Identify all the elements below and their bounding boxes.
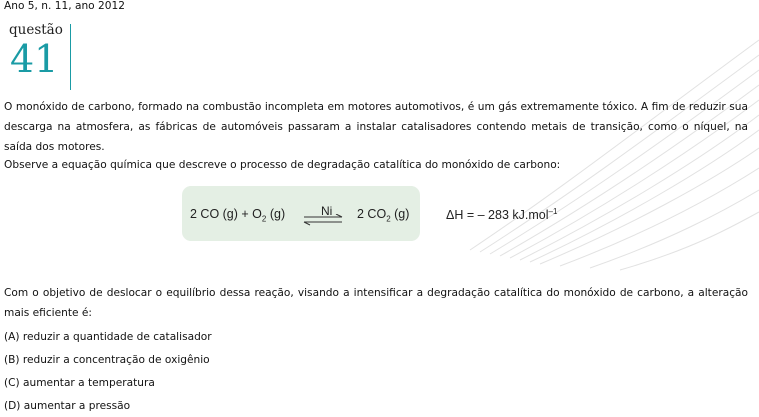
equilibrium-arrows-icon — [302, 214, 344, 226]
question-label: questão — [9, 22, 63, 38]
question-divider — [70, 24, 71, 90]
paragraph-question: Com o objetivo de deslocar o equilíbrio dessa reação, visando a intensificar a degradação catalítica do monóxido de carbono, a alteração mais eficiente é: — [4, 287, 748, 319]
question-number: 41 — [10, 37, 59, 81]
equation-catalyst: Ni — [321, 204, 333, 218]
paragraph-intro: O monóxido de carbono, formado na combustão incompleta em motores automotivos, é um gás extremamente tóxico. A fim de reduzir sua descarga na atmosfera, as fábricas de automóveis passaram a instalar catalisadores contendo metais de transição, como o níquel, na saída dos motores. — [4, 101, 748, 153]
equation-products: 2 $CO_2$ (g) — [357, 207, 410, 224]
option-c[interactable]: (C) aumentar a temperatura — [4, 377, 155, 389]
equation-enthalpy: ΔH = – 283 kJ.mol$^{-1}$ — [446, 207, 558, 223]
option-a[interactable]: (A) reduzir a quantidade de catalisador — [4, 331, 212, 343]
option-b[interactable]: (B) reduzir a concentração de oxigênio — [4, 354, 210, 366]
edition-info: Ano 5, n. 11, ano 2012 — [4, 0, 125, 12]
equation-reactants: 2 CO $(g) + O_2$ (g) — [190, 207, 286, 224]
paragraph-equation-intro: Observe a equação química que descreve o processo de degradação catalítica do monóxido de carbono: — [4, 159, 561, 171]
option-d[interactable]: (D) aumentar a pressão — [4, 400, 131, 412]
